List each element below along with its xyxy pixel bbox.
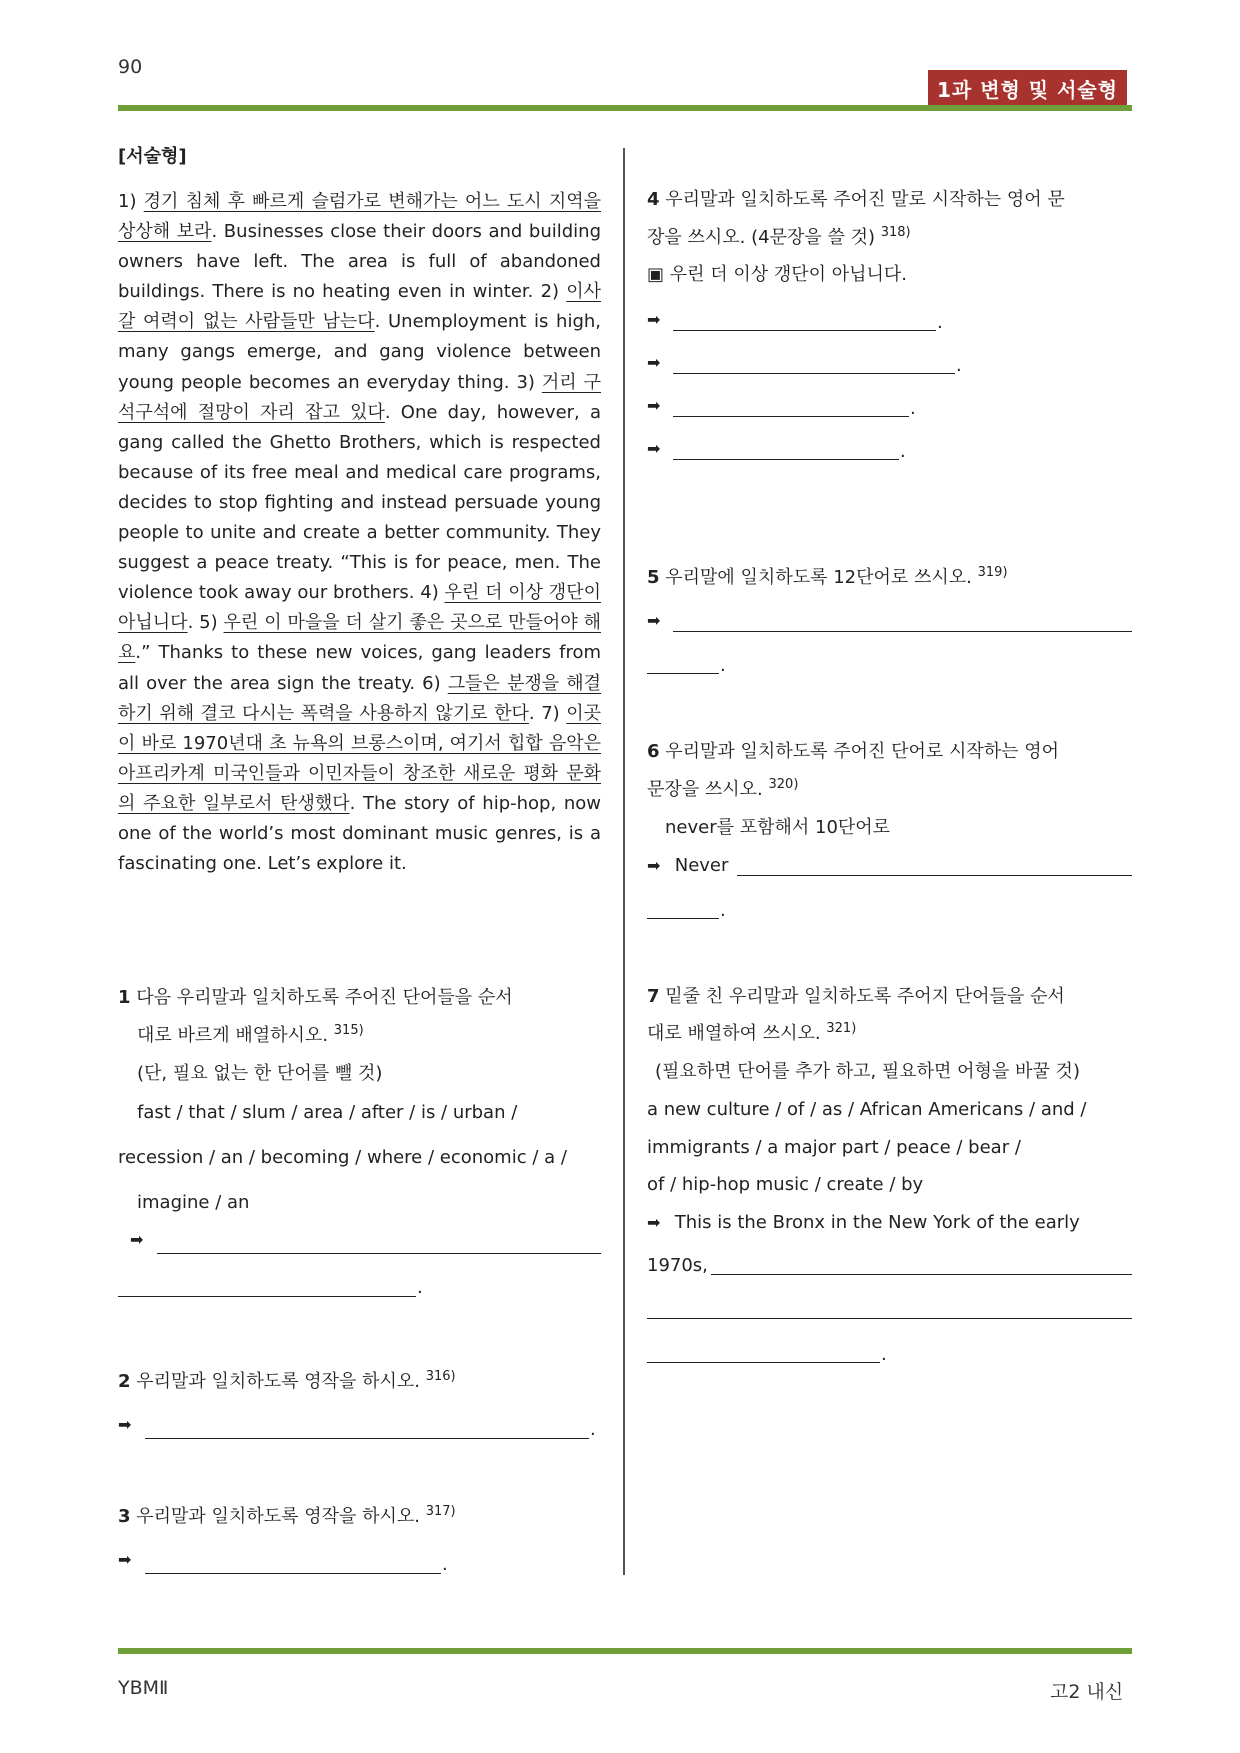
q1-condition: (단, 필요 없는 한 단어를 뺄 것) — [137, 1063, 383, 1084]
passage-text-3: . One day, however, a gang called the Ghetto Brothers, which is respected because of its free meal and medical care programs, decides to stop fighting and instead persuade young people to unite and create a better community. They suggest a peace treaty. “This is for peace, men. The violence took away our brothers. — [118, 401, 601, 604]
column-divider — [623, 148, 625, 1575]
q7-period: . — [881, 1344, 887, 1365]
q4-number: 4 — [647, 189, 660, 210]
underlined-sentence-4: 우린 더 이상 갱단이 아닙니다 — [118, 582, 601, 634]
q5-prompt-text: 우리말에 일치하도록 12단어로 쓰시오. — [665, 567, 972, 588]
q2-period: . — [590, 1419, 596, 1440]
q7-answer-start — [647, 1208, 1080, 1238]
header-rule — [118, 105, 1132, 111]
q2-prompt — [118, 1367, 456, 1397]
q1-words-line1: fast / that / slum / area / after / is / urban / — [137, 1102, 518, 1123]
q3-arrow: ➡ — [118, 1550, 132, 1569]
marker-4: 4) — [420, 582, 439, 604]
q6-condition: never를 포함해서 10단어로 — [665, 817, 891, 838]
q6-prompt-text: 우리말과 일치하도록 주어진 단어로 시작하는 영어 — [665, 741, 1060, 762]
q6-prompt-line1 — [647, 737, 1059, 767]
q6-period: . — [720, 900, 726, 921]
passage-text-7: . The story of hip-hop, now one of the world’s most dominant music genres, is a fascinating one. Let’s explore it. — [118, 792, 601, 875]
q5-period: . — [720, 655, 726, 676]
q1-words-line3: imagine / an — [137, 1192, 250, 1213]
q3-footnote-ref: 317) — [425, 1504, 456, 1519]
underlined-sentence-2: 이사 갈 여력이 없는 사람들만 남는다 — [118, 281, 601, 333]
q4-prompt-line1 — [647, 185, 1065, 215]
q6-answer-line-1[interactable] — [737, 874, 1132, 876]
q5-number: 5 — [647, 567, 660, 588]
q3-answer-line[interactable] — [145, 1572, 441, 1574]
q1-prompt-line1 — [118, 983, 513, 1013]
underlined-sentence-3: 거리 구석구석에 절망이 자리 잡고 있다 — [118, 371, 601, 423]
q4-prompt-line2 — [647, 223, 911, 253]
page-number: 90 — [118, 56, 143, 78]
q4-period-4: . — [900, 441, 906, 462]
q5-answer-line-1[interactable] — [673, 630, 1132, 632]
chapter-badge: 1과 변형 및 서술형 — [928, 70, 1127, 108]
underlined-sentence-6: 그들은 분쟁을 해결하기 위해 결코 다시는 폭력을 사용하지 않기로 한다 — [118, 672, 601, 724]
q3-prompt-text: 우리말과 일치하도록 영작을 하시오. — [136, 1506, 420, 1527]
underlined-sentence-7: 이곳이 바로 1970년대 초 뉴욕의 브롱스이며, 여기서 힙합 음악은 아프리카계 미국인들과 이민자들이 창조한 새로운 평화 문화의 주요한 일부로서 탄생했다 — [118, 702, 601, 814]
q1-prompt-text: 다음 우리말과 일치하도록 주어진 단어들을 순서 — [136, 987, 513, 1008]
passage-text-2: . Unemployment is high, many gangs emerge, and gang violence between young people becomes an everyday thing. — [118, 311, 602, 393]
q4-given-sentence: ▣ 우린 더 이상 갱단이 아닙니다. — [647, 264, 907, 285]
q2-arrow: ➡ — [118, 1415, 132, 1434]
q6-footnote-ref: 320) — [768, 777, 799, 792]
q7-starting-text: This is the Bronx in the New York of the early — [674, 1212, 1080, 1233]
q4-answer-line-2[interactable] — [673, 372, 955, 374]
footer-grade: 고2 내신 — [1050, 1681, 1124, 1703]
q7-answer-line-3[interactable] — [647, 1361, 880, 1363]
q1-answer-line-2[interactable] — [118, 1295, 416, 1297]
q2-footnote-ref: 316) — [425, 1369, 456, 1384]
q1-words-line2: recession / an / becoming / where / economic / a / — [118, 1147, 567, 1168]
footer-publisher: YBMⅡ — [118, 1677, 169, 1699]
q6-answer-line-2[interactable] — [647, 917, 719, 919]
q5-answer-line-2[interactable] — [647, 672, 719, 674]
q7-condition: (필요하면 단어를 추가 하고, 필요하면 어형을 바꿀 것) — [655, 1061, 1080, 1082]
q4-arrow-1: ➡ — [647, 310, 661, 329]
q7-answer-line-1[interactable] — [711, 1273, 1132, 1275]
q5-footnote-ref: 319) — [977, 565, 1008, 580]
q4-arrow-4: ➡ — [647, 439, 661, 458]
q4-arrow-2: ➡ — [647, 353, 661, 372]
q7-words-line2: immigrants / a major part / peace / bear / — [647, 1137, 1021, 1158]
q4-answer-line-4[interactable] — [673, 458, 899, 460]
q7-prompt-line2 — [647, 1019, 856, 1049]
passage-text-1: . Businesses close their doors and building owners have left. The area is full of abandoned buildings. There is no heating even in winter. — [118, 221, 601, 303]
underlined-sentence-1: 경기 침체 후 빠르게 슬럼가로 변해가는 어느 도시 지역을 상상해 보라 — [118, 191, 601, 243]
q4-period-1: . — [937, 312, 943, 333]
marker-7: 7) — [541, 702, 560, 724]
marker-5: 5) — [199, 612, 218, 634]
q4-prompt-text: 우리말과 일치하도록 주어진 말로 시작하는 영어 문 — [665, 189, 1065, 210]
marker-3: 3) — [516, 371, 535, 393]
q4-period-2: . — [956, 355, 962, 376]
marker-6: 6) — [422, 672, 441, 694]
q6-arrow: ➡ — [647, 856, 661, 875]
q1-number: 1 — [118, 987, 131, 1008]
q5-arrow: ➡ — [647, 611, 661, 630]
q4-period-3: . — [910, 398, 916, 419]
q2-number: 2 — [118, 1371, 131, 1392]
q7-number: 7 — [647, 986, 660, 1007]
q7-prompt-text-2: 대로 배열하여 쓰시오. — [647, 1023, 821, 1044]
q1-answer-line-1[interactable] — [157, 1252, 601, 1254]
passage-text-5: .” Thanks to these new voices, gang leaders from all over the area sign the treaty. — [118, 642, 601, 694]
q4-answer-line-1[interactable] — [673, 329, 936, 331]
q7-starting-text-2: 1970s, — [647, 1255, 708, 1276]
q7-words-line1: a new culture / of / as / African Americans / and / — [647, 1099, 1087, 1120]
q3-number: 3 — [118, 1506, 131, 1527]
reading-passage — [118, 187, 601, 879]
q6-answer-start — [647, 851, 728, 881]
q6-number: 6 — [647, 741, 660, 762]
q7-footnote-ref: 321) — [826, 1021, 857, 1036]
q3-prompt — [118, 1502, 456, 1532]
q1-period: . — [417, 1277, 423, 1298]
marker-1: 1) — [118, 191, 137, 212]
q4-footnote-ref: 318) — [880, 225, 911, 240]
section-title: [서술형] — [118, 146, 187, 167]
q5-prompt — [647, 563, 1008, 593]
q2-answer-line[interactable] — [145, 1437, 589, 1439]
passage-text-6: . — [528, 702, 542, 724]
underlined-sentence-5: 우린 이 마을을 더 살기 좋은 곳으로 만들어야 해요 — [118, 612, 601, 664]
q1-arrow: ➡ — [130, 1230, 144, 1249]
q4-arrow-3: ➡ — [647, 396, 661, 415]
q7-arrow: ➡ — [647, 1213, 661, 1232]
q7-prompt-line1 — [647, 982, 1065, 1012]
passage-text-4: . — [187, 612, 200, 634]
marker-2: 2) — [540, 281, 560, 303]
q7-answer-line-2[interactable] — [647, 1317, 1132, 1319]
q6-prompt-text-2: 문장을 쓰시오. — [647, 779, 763, 800]
q1-prompt-line2 — [137, 1021, 364, 1051]
q7-words-line3: of / hip-hop music / create / by — [647, 1174, 924, 1195]
footer-rule — [118, 1648, 1132, 1654]
q4-answer-line-3[interactable] — [673, 415, 909, 417]
q2-prompt-text: 우리말과 일치하도록 영작을 하시오. — [136, 1371, 420, 1392]
q1-prompt-text-2: 대로 바르게 배열하시오. — [137, 1025, 329, 1046]
q6-prompt-line2 — [647, 775, 798, 805]
q4-prompt-text-2: 장을 쓰시오. (4문장을 쓸 것) — [647, 227, 875, 248]
q1-footnote-ref: 315) — [333, 1023, 364, 1038]
q3-period: . — [442, 1554, 448, 1575]
q6-starting-word: Never — [674, 855, 729, 876]
q7-prompt-text: 밑줄 친 우리말과 일치하도록 주어지 단어들을 순서 — [665, 986, 1065, 1007]
